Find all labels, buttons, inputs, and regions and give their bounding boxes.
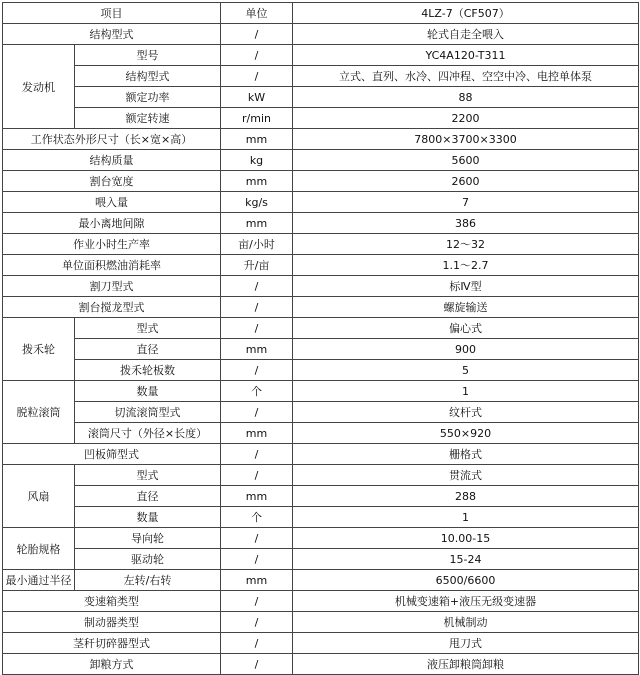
row-value: 15-24 xyxy=(293,549,639,570)
row-label: 型式 xyxy=(75,318,221,339)
group-label: 最小通过半径 xyxy=(3,570,75,591)
table-row xyxy=(3,570,639,591)
row-unit: r/min xyxy=(221,108,293,129)
table-row xyxy=(3,171,639,192)
table-row xyxy=(3,633,639,654)
table-row xyxy=(3,444,639,465)
row-value: 机械制动 xyxy=(293,612,639,633)
row-value: 5600 xyxy=(293,150,639,171)
row-value: 386 xyxy=(293,213,639,234)
row-value: 偏心式 xyxy=(293,318,639,339)
row-unit: / xyxy=(221,318,293,339)
row-unit: kW xyxy=(221,87,293,108)
row-unit: 个 xyxy=(221,507,293,528)
table-row xyxy=(3,654,639,675)
row-unit: / xyxy=(221,45,293,66)
row-value: 纹杆式 xyxy=(293,402,639,423)
row-label: 驱动轮 xyxy=(75,549,221,570)
table-row xyxy=(3,402,639,423)
row-unit: / xyxy=(221,66,293,87)
row-label: 割台宽度 xyxy=(3,171,221,192)
row-value: 288 xyxy=(293,486,639,507)
row-label: 喂入量 xyxy=(3,192,221,213)
row-label: 额定转速 xyxy=(75,108,221,129)
group-label: 轮胎规格 xyxy=(3,528,75,570)
group-label: 发动机 xyxy=(3,45,75,129)
table-row xyxy=(3,255,639,276)
row-label: 数量 xyxy=(75,507,221,528)
table-row xyxy=(3,192,639,213)
table-row xyxy=(3,45,639,66)
row-unit: / xyxy=(221,549,293,570)
row-value: 1 xyxy=(293,381,639,402)
row-unit: kg xyxy=(221,150,293,171)
group-label: 风扇 xyxy=(3,465,75,528)
group-label: 脱粒滚筒 xyxy=(3,381,75,444)
row-label: 数量 xyxy=(75,381,221,402)
row-label: 左转/右转 xyxy=(75,570,221,591)
row-unit: / xyxy=(221,297,293,318)
row-label: 单位面积燃油消耗率 xyxy=(3,255,221,276)
row-value: 6500/6600 xyxy=(293,570,639,591)
row-value: 轮式自走全喂入 xyxy=(293,24,639,45)
row-label: 型式 xyxy=(75,465,221,486)
table-row xyxy=(3,486,639,507)
table-row xyxy=(3,150,639,171)
row-value: 1 xyxy=(293,507,639,528)
table-row xyxy=(3,234,639,255)
table-row xyxy=(3,360,639,381)
row-unit: mm xyxy=(221,129,293,150)
header-item: 项目 xyxy=(3,3,221,24)
row-label: 额定功率 xyxy=(75,87,221,108)
row-value: 2600 xyxy=(293,171,639,192)
table-row xyxy=(3,423,639,444)
row-label: 茎秆切碎器型式 xyxy=(3,633,221,654)
row-label: 直径 xyxy=(75,486,221,507)
row-value: YC4A120-T311 xyxy=(293,45,639,66)
row-unit: / xyxy=(221,528,293,549)
row-value: 标Ⅳ型 xyxy=(293,276,639,297)
row-value: 液压卸粮筒卸粮 xyxy=(293,654,639,675)
table-row xyxy=(3,528,639,549)
row-label: 割刀型式 xyxy=(3,276,221,297)
row-unit: / xyxy=(221,465,293,486)
row-value: 贯流式 xyxy=(293,465,639,486)
row-unit: 个 xyxy=(221,381,293,402)
row-value: 立式、直列、水冷、四冲程、空空中冷、电控单体泵 xyxy=(293,66,639,87)
row-unit: / xyxy=(221,24,293,45)
table-row xyxy=(3,213,639,234)
row-value: 88 xyxy=(293,87,639,108)
table-row xyxy=(3,276,639,297)
row-label: 直径 xyxy=(75,339,221,360)
table-row xyxy=(3,339,639,360)
row-label: 结构型式 xyxy=(75,66,221,87)
table-row xyxy=(3,108,639,129)
row-unit: / xyxy=(221,633,293,654)
table-header-row xyxy=(3,3,639,24)
row-value: 550×920 xyxy=(293,423,639,444)
table-row xyxy=(3,129,639,150)
row-unit: kg/s xyxy=(221,192,293,213)
table-row xyxy=(3,549,639,570)
row-label: 割台搅龙型式 xyxy=(3,297,221,318)
table-row xyxy=(3,87,639,108)
header-unit: 单位 xyxy=(221,3,293,24)
row-value: 12～32 xyxy=(293,234,639,255)
table-row xyxy=(3,24,639,45)
row-value: 1.1～2.7 xyxy=(293,255,639,276)
row-label: 切流滚筒型式 xyxy=(75,402,221,423)
table-row xyxy=(3,612,639,633)
row-unit: / xyxy=(221,591,293,612)
row-value: 甩刀式 xyxy=(293,633,639,654)
row-unit: mm xyxy=(221,213,293,234)
row-label: 制动器类型 xyxy=(3,612,221,633)
row-value: 螺旋输送 xyxy=(293,297,639,318)
group-label: 拨禾轮 xyxy=(3,318,75,381)
row-unit: 升/亩 xyxy=(221,255,293,276)
row-label: 型号 xyxy=(75,45,221,66)
row-value: 900 xyxy=(293,339,639,360)
table-row xyxy=(3,297,639,318)
row-unit: mm xyxy=(221,423,293,444)
row-unit: / xyxy=(221,402,293,423)
table-row xyxy=(3,507,639,528)
row-unit: mm xyxy=(221,486,293,507)
row-unit: mm xyxy=(221,570,293,591)
row-unit: mm xyxy=(221,339,293,360)
row-value: 5 xyxy=(293,360,639,381)
table-row xyxy=(3,66,639,87)
row-label: 工作状态外形尺寸（长×宽×高） xyxy=(3,129,221,150)
row-label: 最小离地间隙 xyxy=(3,213,221,234)
row-value: 7 xyxy=(293,192,639,213)
row-label: 拨禾轮板数 xyxy=(75,360,221,381)
row-unit: / xyxy=(221,360,293,381)
row-unit: / xyxy=(221,276,293,297)
row-value: 栅格式 xyxy=(293,444,639,465)
row-value: 7800×3700×3300 xyxy=(293,129,639,150)
row-label: 凹板筛型式 xyxy=(3,444,221,465)
row-value: 2200 xyxy=(293,108,639,129)
header-value: 4LZ-7（CF507） xyxy=(293,3,639,24)
row-unit: mm xyxy=(221,171,293,192)
row-unit: 亩/小时 xyxy=(221,234,293,255)
table-row xyxy=(3,381,639,402)
row-label: 作业小时生产率 xyxy=(3,234,221,255)
row-unit: / xyxy=(221,612,293,633)
row-label: 变速箱类型 xyxy=(3,591,221,612)
row-value: 机械变速箱+液压无级变速器 xyxy=(293,591,639,612)
row-label: 结构质量 xyxy=(3,150,221,171)
row-unit: / xyxy=(221,444,293,465)
row-value: 10.00-15 xyxy=(293,528,639,549)
row-label: 滚筒尺寸（外径×长度） xyxy=(75,423,221,444)
row-label: 结构型式 xyxy=(3,24,221,45)
row-label: 卸粮方式 xyxy=(3,654,221,675)
table-row xyxy=(3,591,639,612)
table-row xyxy=(3,465,639,486)
row-label: 导向轮 xyxy=(75,528,221,549)
spec-table xyxy=(2,2,639,675)
table-row xyxy=(3,318,639,339)
row-unit: / xyxy=(221,654,293,675)
